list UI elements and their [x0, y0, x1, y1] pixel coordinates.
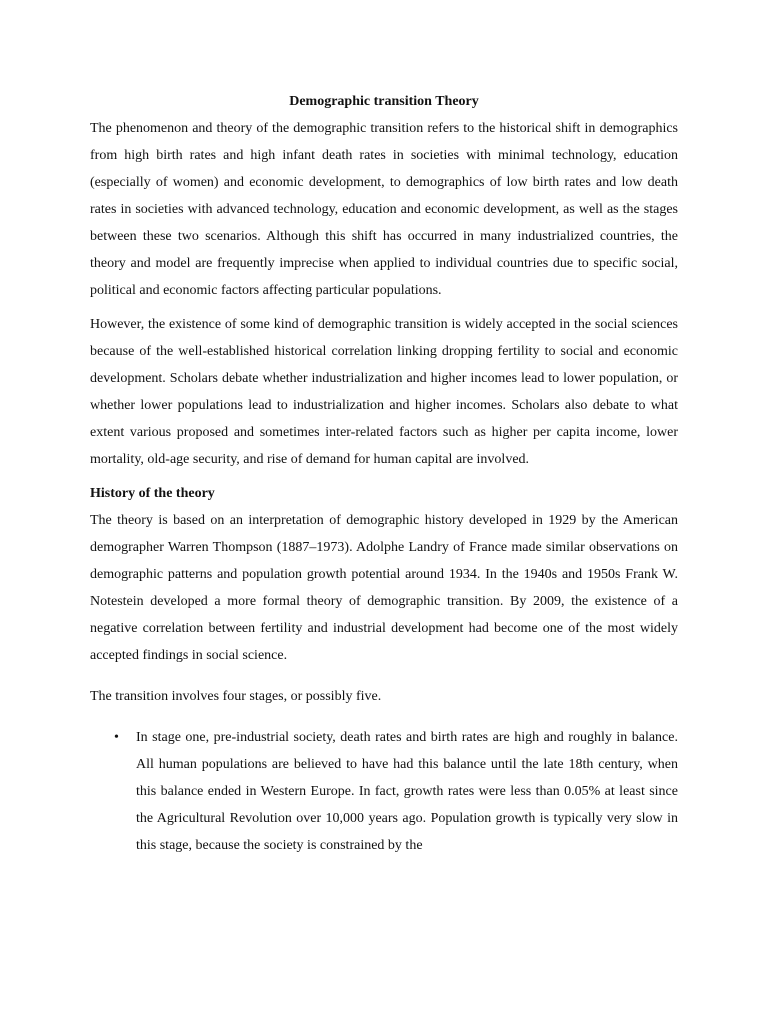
paragraph-history: The theory is based on an interpretation of demographic history developed in 1929 by the American demographer Warren Thompson (1887–1973). Adolphe Landry of France made similar observations on demographic patterns and population growth potential around 1934. In the 1940s and 1950s Frank W. Notestein developed a more formal theory of demographic transition. By 2009, the existence of a negative correlation between fertility and industrial development had become one of the most widely accepted findings in social science.	[90, 513, 678, 663]
spacer	[90, 304, 678, 311]
paragraph-stages: The transition involves four stages, or possibly five.	[90, 689, 382, 704]
spacer	[90, 710, 678, 724]
list-item-text: In stage one, pre-industrial society, death rates and birth rates are high and roughly in balance. All human populations are believed to have had this balance until the late 18th century, when this balance ended in Western Europe. In fact, growth rates were less than 0.05% at least since the Agricultural Revolution over 10,000 years ago. Population growth is typically very slow in this stage, because the society is constrained by the	[136, 730, 678, 853]
section-heading-history: History of the theory	[90, 486, 215, 501]
paragraph-intro: The phenomenon and theory of the demographic transition refers to the historical shift in demographics from high birth rates and high infant death rates in societies with minimal technology, education (especially of women) and economic development, to demographics of low birth rates and low death rates in societies with advanced technology, education and economic development, as well as the stages between these two scenarios. Although this shift has occurred in many industrialized countries, the theory and model are frequently imprecise when applied to individual countries due to specific social, political and economic factors affecting particular populations.	[90, 121, 678, 298]
document-title: Demographic transition Theory	[289, 94, 479, 109]
spacer	[90, 669, 678, 683]
spacer	[90, 473, 678, 480]
bullet-icon: •	[114, 730, 119, 745]
document-page	[90, 88, 678, 859]
paragraph-however: However, the existence of some kind of demographic transition is widely accepted in the social sciences because of the well-established historical correlation linking dropping fertility to social and economic development. Scholars debate whether industrialization and higher incomes lead to lower population, or whether lower populations lead to industrialization and higher incomes. Scholars also debate to what extent various proposed and sometimes inter-related factors such as higher per capita income, lower mortality, old-age security, and rise of demand for human capital are involved.	[90, 317, 678, 467]
stages-list	[90, 724, 678, 859]
list-item	[90, 724, 678, 859]
